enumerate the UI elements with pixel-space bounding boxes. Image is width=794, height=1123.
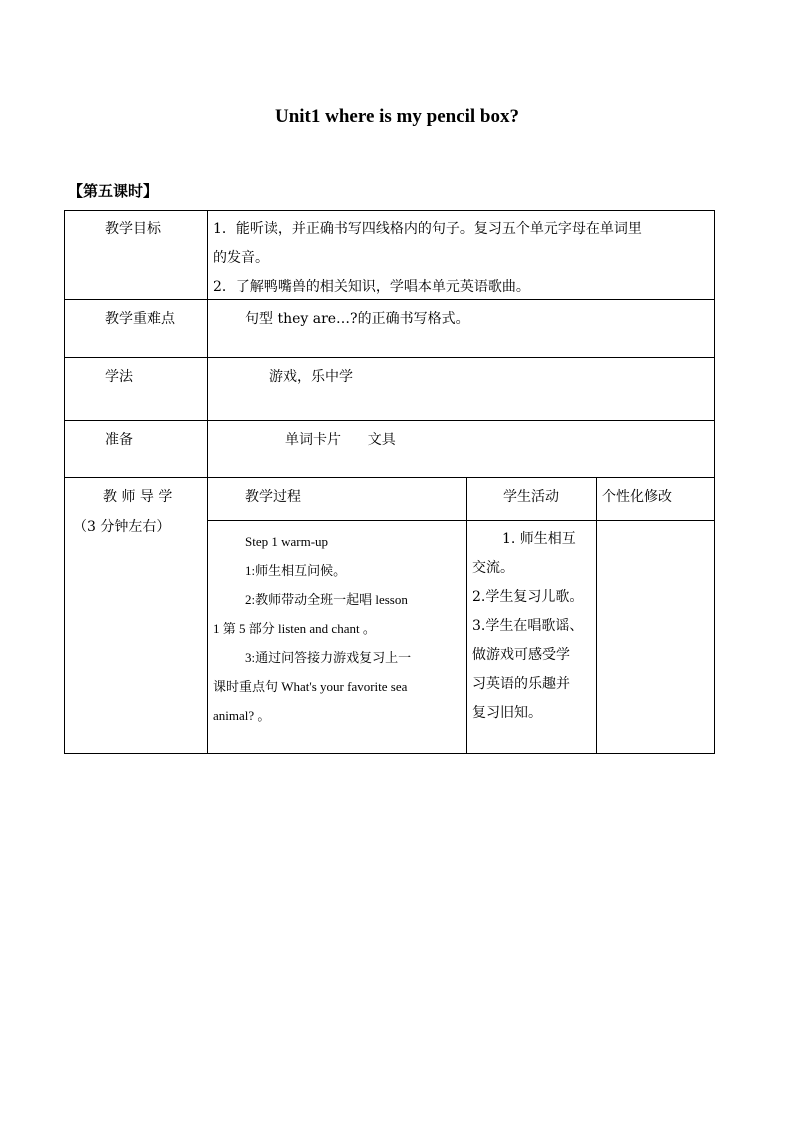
goals-content [213, 215, 709, 302]
process-line: 课时重点句 What's your favorite sea [213, 679, 408, 694]
guide-label-line1: 教 师 导 学 [103, 489, 173, 505]
process-line: 2:教师带动全班一起唱 lesson [245, 592, 408, 607]
activity-line: 1. 师生相互 [502, 531, 576, 547]
activity-line: 2.学生复习儿歌。 [472, 589, 584, 605]
custom-header: 个性化修改 [602, 489, 672, 505]
process-line: 3:通过问答接力游戏复习上一 [245, 650, 412, 665]
activity-line: 3.学生在唱歌谣、 [472, 618, 584, 634]
key-points-content: 句型 they are…?的正确书写格式。 [245, 311, 470, 327]
guide-label-line2: （3 分钟左右） [73, 519, 171, 535]
goals-line: 1．能听读，并正确书写四线格内的句子。复习五个单元字母在单词里 [213, 221, 642, 237]
prep-content: 单词卡片 文具 [285, 432, 396, 448]
process-line: 1:师生相互问候。 [245, 563, 347, 578]
prep-label: 准备 [105, 432, 133, 448]
activity-header: 学生活动 [503, 489, 559, 505]
process-line: animal? 。 [213, 708, 271, 723]
activity-line: 做游戏可感受学 [472, 647, 570, 663]
process-line: 1 第 5 部分 listen and chant 。 [213, 621, 376, 636]
activity-line: 复习旧知。 [472, 705, 542, 721]
activity-line: 交流。 [472, 560, 514, 576]
process-header: 教学过程 [245, 489, 301, 505]
activity-line: 习英语的乐趣并 [472, 676, 570, 692]
process-line: Step 1 warm-up [245, 534, 329, 549]
activity-content [472, 525, 594, 728]
lesson-plan-table [64, 210, 715, 754]
lesson-label: 【第五课时】 [68, 182, 159, 200]
method-label: 学法 [105, 369, 133, 385]
goals-label: 教学目标 [105, 221, 161, 237]
method-content: 游戏，乐中学 [269, 369, 353, 385]
goals-line: 2．了解鸭嘴兽的相关知识，学唱本单元英语歌曲。 [213, 279, 530, 295]
process-content [213, 527, 461, 730]
page-title: Unit1 where is my pencil box? [274, 106, 519, 127]
key-points-label: 教学重难点 [105, 311, 175, 327]
goals-line: 的发音。 [213, 250, 269, 266]
